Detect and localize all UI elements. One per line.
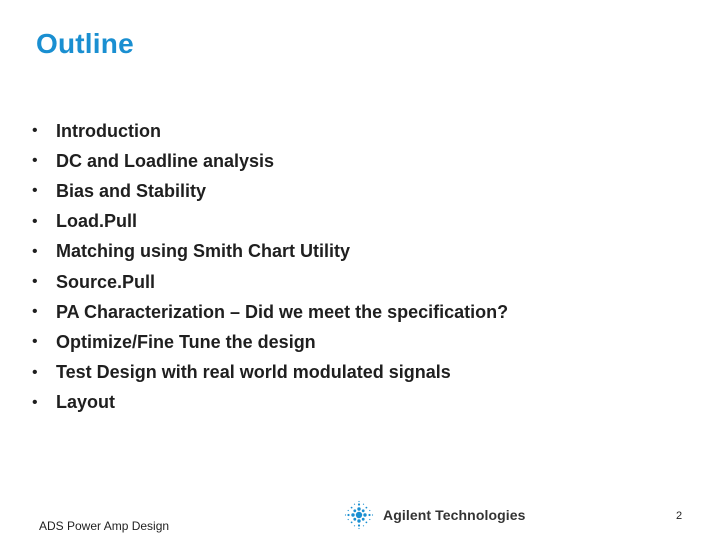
- bullet-icon: •: [32, 333, 38, 351]
- outline-item-label: Introduction: [56, 120, 161, 141]
- outline-list: [32, 116, 508, 418]
- outline-item-load-pull: [32, 207, 508, 237]
- slide-title: Outline: [36, 28, 134, 59]
- bullet-icon: •: [32, 212, 38, 230]
- page-number: 2: [676, 510, 683, 522]
- outline-item-label: Matching using Smith Chart Utility: [56, 241, 351, 262]
- outline-item-label: Bias and Stability: [56, 180, 207, 201]
- outline-item-optimize: [32, 327, 508, 357]
- bullet-icon: •: [32, 122, 38, 140]
- outline-item-matching: [32, 237, 508, 267]
- outline-item-layout: [32, 388, 508, 418]
- outline-item-pa-characterization: [32, 297, 508, 327]
- bullet-icon: •: [32, 303, 38, 321]
- logo-wordmark: Agilent Technologies: [383, 507, 526, 523]
- outline-item-bias-stability: [32, 176, 508, 206]
- agilent-logo: [344, 500, 526, 530]
- outline-item-introduction: [32, 116, 508, 146]
- bullet-icon: •: [32, 182, 38, 200]
- bullet-icon: •: [32, 363, 38, 381]
- bullet-icon: •: [32, 242, 38, 260]
- outline-item-source-pull: [32, 267, 508, 297]
- outline-item-label: Optimize/Fine Tune the design: [56, 331, 316, 352]
- outline-item-label: Load.Pull: [56, 211, 137, 232]
- outline-item-dc-loadline: [32, 146, 508, 176]
- outline-item-label: Layout: [56, 392, 116, 413]
- bullet-icon: •: [32, 152, 38, 170]
- bullet-icon: •: [32, 393, 38, 411]
- bullet-icon: •: [32, 273, 38, 291]
- outline-item-label: PA Characterization – Did we meet the specification?: [56, 301, 509, 322]
- outline-item-label: DC and Loadline analysis: [56, 150, 275, 171]
- outline-item-test-design: [32, 358, 508, 388]
- outline-item-label: Source.Pull: [56, 271, 156, 292]
- outline-item-label: Test Design with real world modulated signals: [56, 362, 451, 383]
- spark-logo-icon: [344, 500, 374, 530]
- footer-presentation-title: ADS Power Amp Design: [39, 519, 170, 533]
